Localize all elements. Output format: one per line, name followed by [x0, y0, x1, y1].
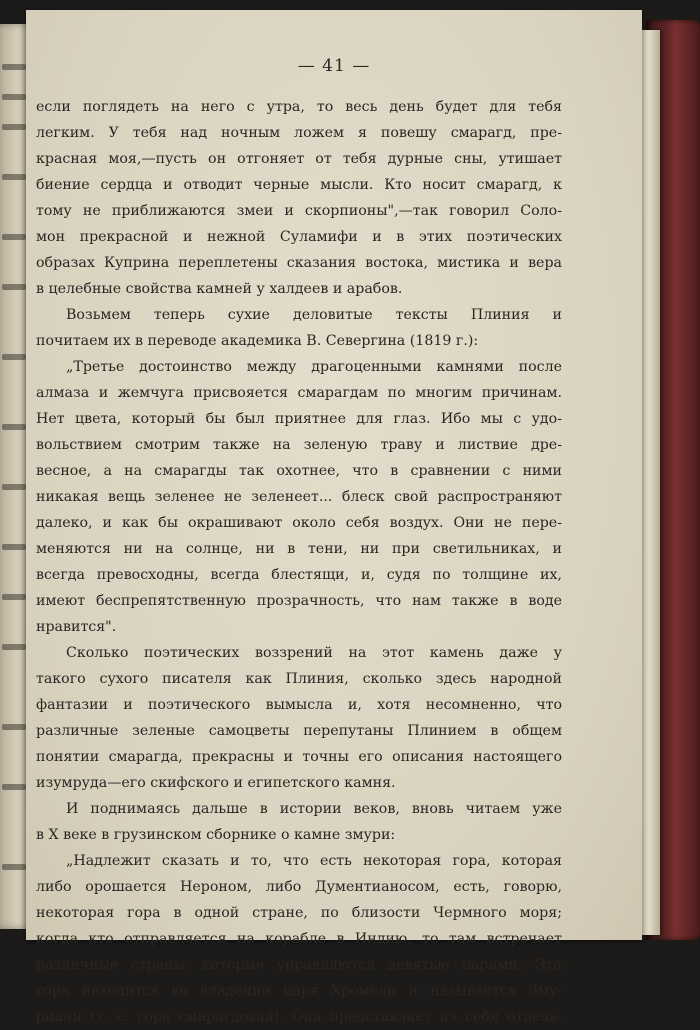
text-line: И поднимаясь дальше в истории веков, вновь читаем уже [66, 801, 562, 817]
text-line: нравится". [36, 619, 117, 635]
text-line: когда кто отправляется на корабле в Индию, то там встречает [36, 931, 562, 947]
text-line: в X веке в грузинском сборнике о камне змури: [36, 827, 396, 843]
text-line: никакая вещь зеленее не зеленеет... блеск свой распространяют [36, 489, 562, 505]
text-line: гора находится во владении царя Хромели и называется Зму- [36, 983, 562, 999]
text-line: понятии смарагда, прекрасны и точны его описания настоящего [36, 749, 562, 765]
text-line: „Третье достоинство между драгоценными камнями после [66, 359, 562, 375]
text-line: такого сухого писателя как Плиния, сколько здесь народной [36, 671, 562, 687]
book-page [26, 10, 642, 1025]
text-line: всегда превосходны, всегда блестящи, и, судя по толщине их, [36, 567, 562, 583]
text-line: мон прекрасной и нежной Суламифи и в этих поэтических [36, 229, 562, 245]
text-line: либо орошается Нероном, либо Дументианосом, есть, говорю, [36, 879, 562, 895]
text-line: различные зеленые самоцветы перепутаны Плинием в общем [36, 723, 562, 739]
text-line: различные страны, которые управляются девятью царями. Эта [36, 957, 562, 973]
text-line: если поглядеть на него с утра, то весь день будет для тебя [36, 99, 562, 115]
text-line: тому не приближаются змеи и скорпионы",—так говорил Соло- [36, 203, 562, 219]
text-line: почитаем их в переводе академика В. Севергина (1819 г.): [36, 333, 479, 349]
text-line: Сколько поэтических воззрений на этот камень даже у [66, 645, 562, 661]
page-number: — 41 — [297, 56, 371, 76]
text-line: риани (т. е. гора смарагдовая). Она представляет из себя отдель- [36, 1009, 562, 1025]
text-line: фантазии и поэтического вымысла и, хотя несомненно, что [36, 697, 562, 713]
text-line: вольствием смотрим также на зеленую траву и листвие дре- [36, 437, 562, 453]
text-line: Возьмем теперь сухие деловитые тексты Плиния и [66, 307, 562, 323]
text-line: в целебные свойства камней у халдеев и арабов. [36, 281, 403, 297]
text-line: красная моя,—пусть он отгоняет от тебя дурные сны, утишает [36, 151, 562, 167]
text-line: биение сердца и отводит черные мысли. Кто носит смарагд, к [36, 177, 562, 193]
text-line: весное, а на смарагды так охотнее, что в сравнении с ними [36, 463, 562, 479]
text-line: „Надлежит сказать и то, что есть некоторая гора, которая [66, 853, 562, 869]
page-text [36, 94, 562, 1030]
text-line: имеют беспрепятственную прозрачность, что нам также в воде [36, 593, 562, 609]
text-line: изумруда—его скифского и египетского камня. [36, 775, 396, 791]
text-line: алмаза и жемчуга присвояется смарагдам по многим причинам. [36, 385, 562, 401]
text-line: образах Куприна переплетены сказания востока, мистика и вера [36, 255, 562, 271]
text-line: меняются ни на солнце, ни в тени, ни при светильниках, и [36, 541, 562, 557]
text-line: далеко, и как бы окрашивают около себя воздух. Они не пере- [36, 515, 562, 531]
text-line: Нет цвета, который бы был приятнее для глаз. Ибо мы с удо- [36, 411, 562, 427]
text-line: легким. У тебя над ночным ложем я повешу смарагд, пре- [36, 125, 562, 141]
text-line: некоторая гора в одной стране, по близости Чермного моря; [36, 905, 562, 921]
